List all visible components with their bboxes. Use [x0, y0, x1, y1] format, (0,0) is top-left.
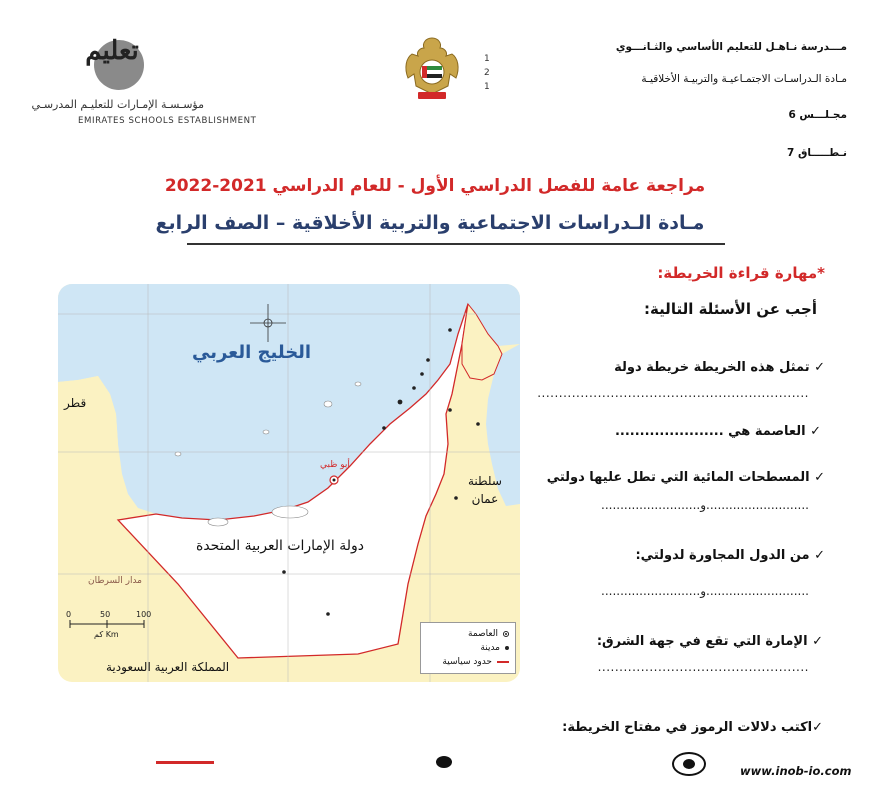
scale-unit: Km كم	[94, 630, 119, 639]
logo-word: تعليم	[85, 36, 139, 66]
qatar-label: قطر	[64, 396, 87, 410]
scale-bar	[70, 620, 144, 628]
city-symbol-icon	[505, 646, 509, 650]
border-symbol-icon	[497, 661, 509, 663]
tropic-of-cancer-label: مدار السرطان	[88, 576, 143, 586]
logo-arabic-text: مؤسـسـة الإمـارات للتعليـم المدرسـي	[31, 98, 204, 111]
section-heading: *مهارة قراءة الخريطة:	[657, 264, 825, 282]
answer-4-blank[interactable]: ...........................و..........................	[601, 584, 809, 598]
website-watermark: www.inob-io.com	[740, 764, 852, 778]
legend-capital: العاصمة	[468, 629, 509, 639]
page-title: مراجعة عامة للفصل الدراسي الأول - للعام الدراسي 2021-2022	[164, 176, 706, 196]
legend-border: حدود سياسية	[442, 657, 509, 667]
oman-label: سلطنة عمان	[468, 474, 502, 506]
logo-english-text: EMIRATES SCHOOLS ESTABLISHMENT	[78, 116, 257, 126]
uae-map	[58, 284, 520, 682]
uae-emblem-icon	[398, 34, 466, 104]
title-underline	[187, 243, 725, 245]
instruction: أجب عن الأسئلة التالية:	[643, 300, 817, 318]
legend-city: مدينة	[480, 643, 509, 653]
answer-1-blank[interactable]: ...............................................................	[537, 386, 809, 400]
arabian-gulf-label: الخليج العربي	[192, 342, 312, 363]
capital-symbol-icon	[503, 631, 509, 637]
question-5: ✓ الإمارة التي تقع في جهة الشرق:	[596, 634, 823, 649]
emblem-marks: 1 2 1	[484, 54, 490, 92]
subject-line: مـادة الـدراسـات الاجتمـاعيـة والتربيـة الأخلاقيـة	[641, 73, 847, 85]
question-1: ✓ تمثل هذه الخريطة خريطة دولة	[614, 360, 825, 375]
scale-zero: 0	[66, 610, 72, 619]
council-label: مجـلـــس 6	[788, 109, 847, 121]
border-symbol	[156, 761, 214, 764]
abu-dhabi-label: أبو ظبي	[320, 460, 350, 470]
uae-label: دولة الإمارات العربية المتحدة	[196, 538, 365, 554]
scale-hundred: 100	[136, 610, 152, 619]
question-2: ✓ العاصمة هي ......................	[614, 424, 821, 439]
question-4: ✓ من الدول المجاورة لدولتي:	[635, 548, 825, 563]
zone-label: نـطـــــاق 7	[786, 147, 847, 159]
school-name: مـــدرسة نـاهـل للتعليم الأساسي والثـانـــوي	[615, 41, 847, 53]
capital-symbol	[672, 752, 706, 776]
saudi-label: المملكة العربية السعودية	[106, 660, 230, 674]
answer-5-blank[interactable]: .................................................	[597, 660, 809, 674]
map-legend	[420, 622, 516, 674]
city-symbol	[436, 756, 452, 768]
question-3: ✓ المسطحات المائية التي تطل عليها دولتي	[546, 470, 825, 485]
ese-logo	[31, 36, 257, 132]
question-6: ✓اكتب دلالات الرموز في مفتاح الخريطة:	[562, 720, 823, 735]
scale-fifty: 50	[100, 610, 111, 619]
answer-3-blank[interactable]: ...........................و..........................	[601, 498, 809, 512]
page-subtitle: مـادة الـدراسات الاجتماعية والتربية الأخلاقية – الصف الرابع	[155, 212, 705, 234]
